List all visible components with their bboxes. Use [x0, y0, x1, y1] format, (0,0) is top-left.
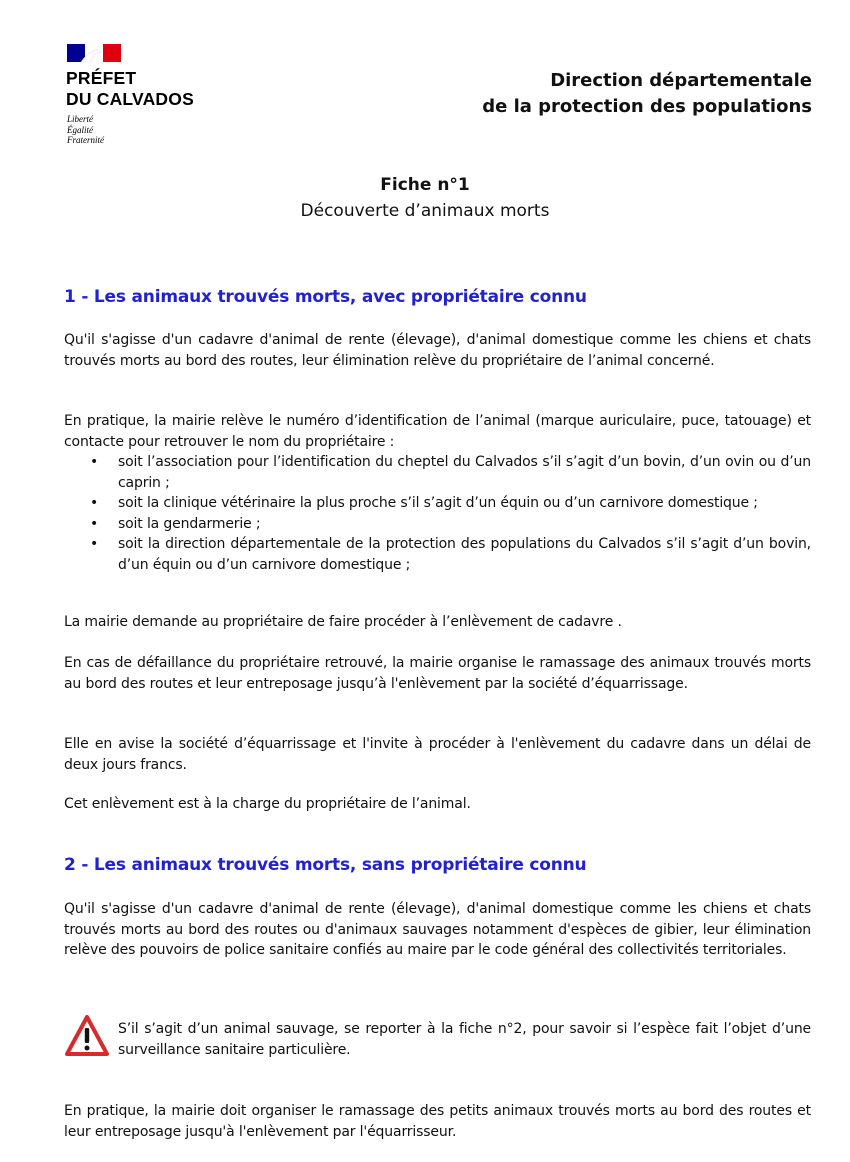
- paragraph-charge: Cet enlèvement est à la charge du propriétaire de l’animal.: [64, 796, 471, 812]
- motto-egalite: Égalité: [67, 124, 93, 135]
- prefet-line-1: PRÉFET: [66, 68, 137, 88]
- fiche-title: Fiche n°1: [380, 175, 470, 195]
- list-item: [64, 514, 811, 535]
- paragraph-mairie-demande: La mairie demande au propriétaire de faire procéder à l’enlèvement de cadavre .: [64, 614, 622, 630]
- bullet-dot: •: [90, 454, 99, 470]
- section-1-heading: 1 - Les animaux trouvés morts, avec propriétaire connu: [64, 287, 587, 307]
- paragraph-avise: Elle en avise la société d’équarrissage et l'invite à procéder à l'enlèvement du cadavre dans un délai de deux jours francs.: [64, 736, 811, 773]
- bullet-dot: •: [90, 495, 99, 511]
- list-item-text: soit la gendarmerie ;: [118, 515, 261, 532]
- direction-line-1: Direction départementale: [550, 70, 812, 91]
- direction-line-2: de la protection des populations: [482, 96, 812, 117]
- list-item-text: soit la direction départementale de la protection des populations du Calvados s’il s’agit d’un bovin, d’un équin ou d’un carnivore domestique ;: [118, 536, 811, 573]
- motto-liberte: Liberté: [67, 114, 93, 124]
- motto-fraternite: Fraternité: [67, 135, 104, 145]
- warning-text: S’il s’agit d’un animal sauvage, se reporter à la fiche n°2, pour savoir si l’espèce fait l’objet d’une surveillance sanitaire particulière.: [118, 1021, 811, 1058]
- list-item-text: soit la clinique vétérinaire la plus proche s’il s’agit d’un équin ou d’un carnivore domestique ;: [118, 495, 758, 511]
- direction-title: [482, 68, 812, 120]
- warning-triangle-icon: [64, 1014, 110, 1058]
- marianne-flag-logo: [67, 44, 121, 62]
- fiche-subtitle: Découverte d’animaux morts: [300, 201, 550, 221]
- republic-motto: [67, 114, 104, 146]
- list-item-text: soit l’association pour l’identification du cheptel du Calvados s’il s’agit d’un bovin, d’un ovin ou d’un caprin ;: [118, 454, 811, 491]
- section-1-practice: En pratique, la mairie relève le numéro d’identification de l’animal (marque auriculaire, puce, tatouage) et contacte pour retrouver le nom du propriétaire :: [64, 413, 811, 450]
- section-1-intro: Qu'il s'agisse d'un cadavre d'animal de rente (élevage), d'animal domestique comme les chiens et chats trouvés morts au bord des routes, leur élimination relève du propriétaire de l’animal concerné.: [64, 332, 811, 369]
- bullet-dot: •: [90, 515, 99, 532]
- prefet-title: [66, 68, 194, 110]
- prefet-line-2: DU CALVADOS: [66, 89, 194, 109]
- identification-contacts-list: [64, 452, 811, 575]
- section-2-practice: En pratique, la mairie doit organiser le ramassage des petits animaux trouvés morts au bord des routes et leur entreposage jusqu'à l'enlèvement par l'équarrisseur.: [64, 1103, 811, 1140]
- section-2-intro: Qu'il s'agisse d'un cadavre d'animal de rente (élevage), d'animal domestique comme les chiens et chats trouvés morts au bord des routes ou d'animaux sauvages notamment d'espèces de gibier, leur élimination relève des pouvoirs de police sanitaire confiés au maire par le code général des collectivités territoriales.: [64, 901, 811, 958]
- list-item: [64, 534, 811, 575]
- section-2-heading: 2 - Les animaux trouvés morts, sans propriétaire connu: [64, 855, 587, 875]
- list-item: [64, 493, 811, 514]
- paragraph-defaillance: En cas de défaillance du propriétaire retrouvé, la mairie organise le ramassage des animaux trouvés morts au bord des routes et leur entreposage jusqu’à l'enlèvement par la société d’équarrissage.: [64, 655, 811, 692]
- list-item: [64, 452, 811, 493]
- bullet-dot: •: [90, 536, 99, 552]
